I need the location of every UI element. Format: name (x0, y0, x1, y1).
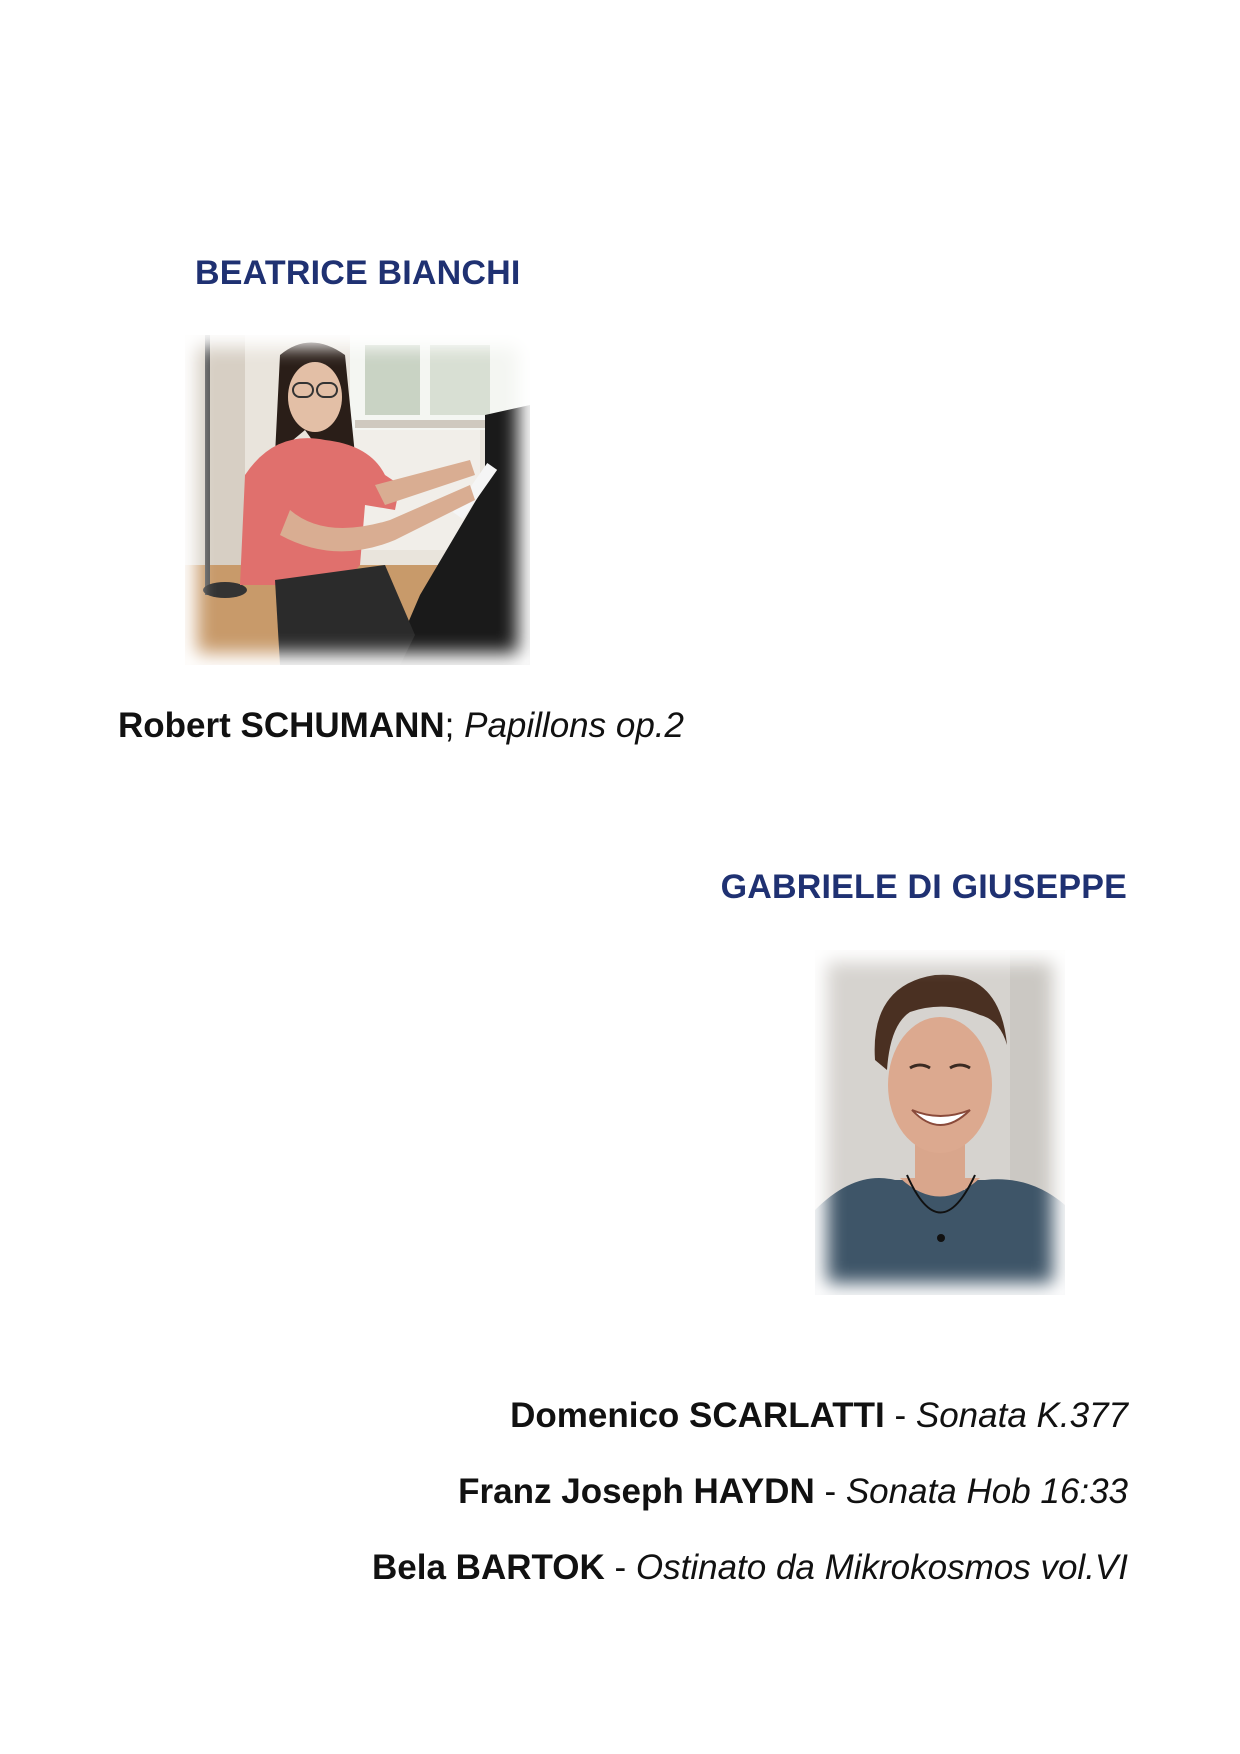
program-line (510, 1396, 1128, 1436)
composer-name: Robert SCHUMANN (118, 706, 445, 745)
separator: - (884, 1396, 916, 1435)
work-title: Ostinato da Mikrokosmos vol.VI (635, 1548, 1128, 1587)
performer-name-beatrice-bianchi: BEATRICE BIANCHI (195, 254, 521, 292)
work-title: Sonata K.377 (915, 1396, 1128, 1435)
separator: ; (444, 706, 465, 745)
separator: - (604, 1548, 636, 1587)
composer-name: Franz Joseph HAYDN (458, 1472, 815, 1511)
program-line (118, 706, 684, 746)
performer-photo-gabriele-di-giuseppe (815, 950, 1065, 1295)
program-line (372, 1548, 1128, 1588)
composer-name: Domenico SCARLATTI (510, 1396, 885, 1435)
work-title: Sonata Hob 16:33 (845, 1472, 1128, 1511)
portrait-picture (815, 950, 1065, 1295)
work-title: Papillons op.2 (464, 706, 684, 745)
program-line (458, 1472, 1128, 1512)
performer-name-gabriele-di-giuseppe: GABRIELE DI GIUSEPPE (720, 868, 1127, 906)
separator: - (814, 1472, 846, 1511)
pianist-at-piano-picture (185, 335, 530, 665)
composer-name: Bela BARTOK (372, 1548, 605, 1587)
performer-photo-beatrice-bianchi (185, 335, 530, 665)
